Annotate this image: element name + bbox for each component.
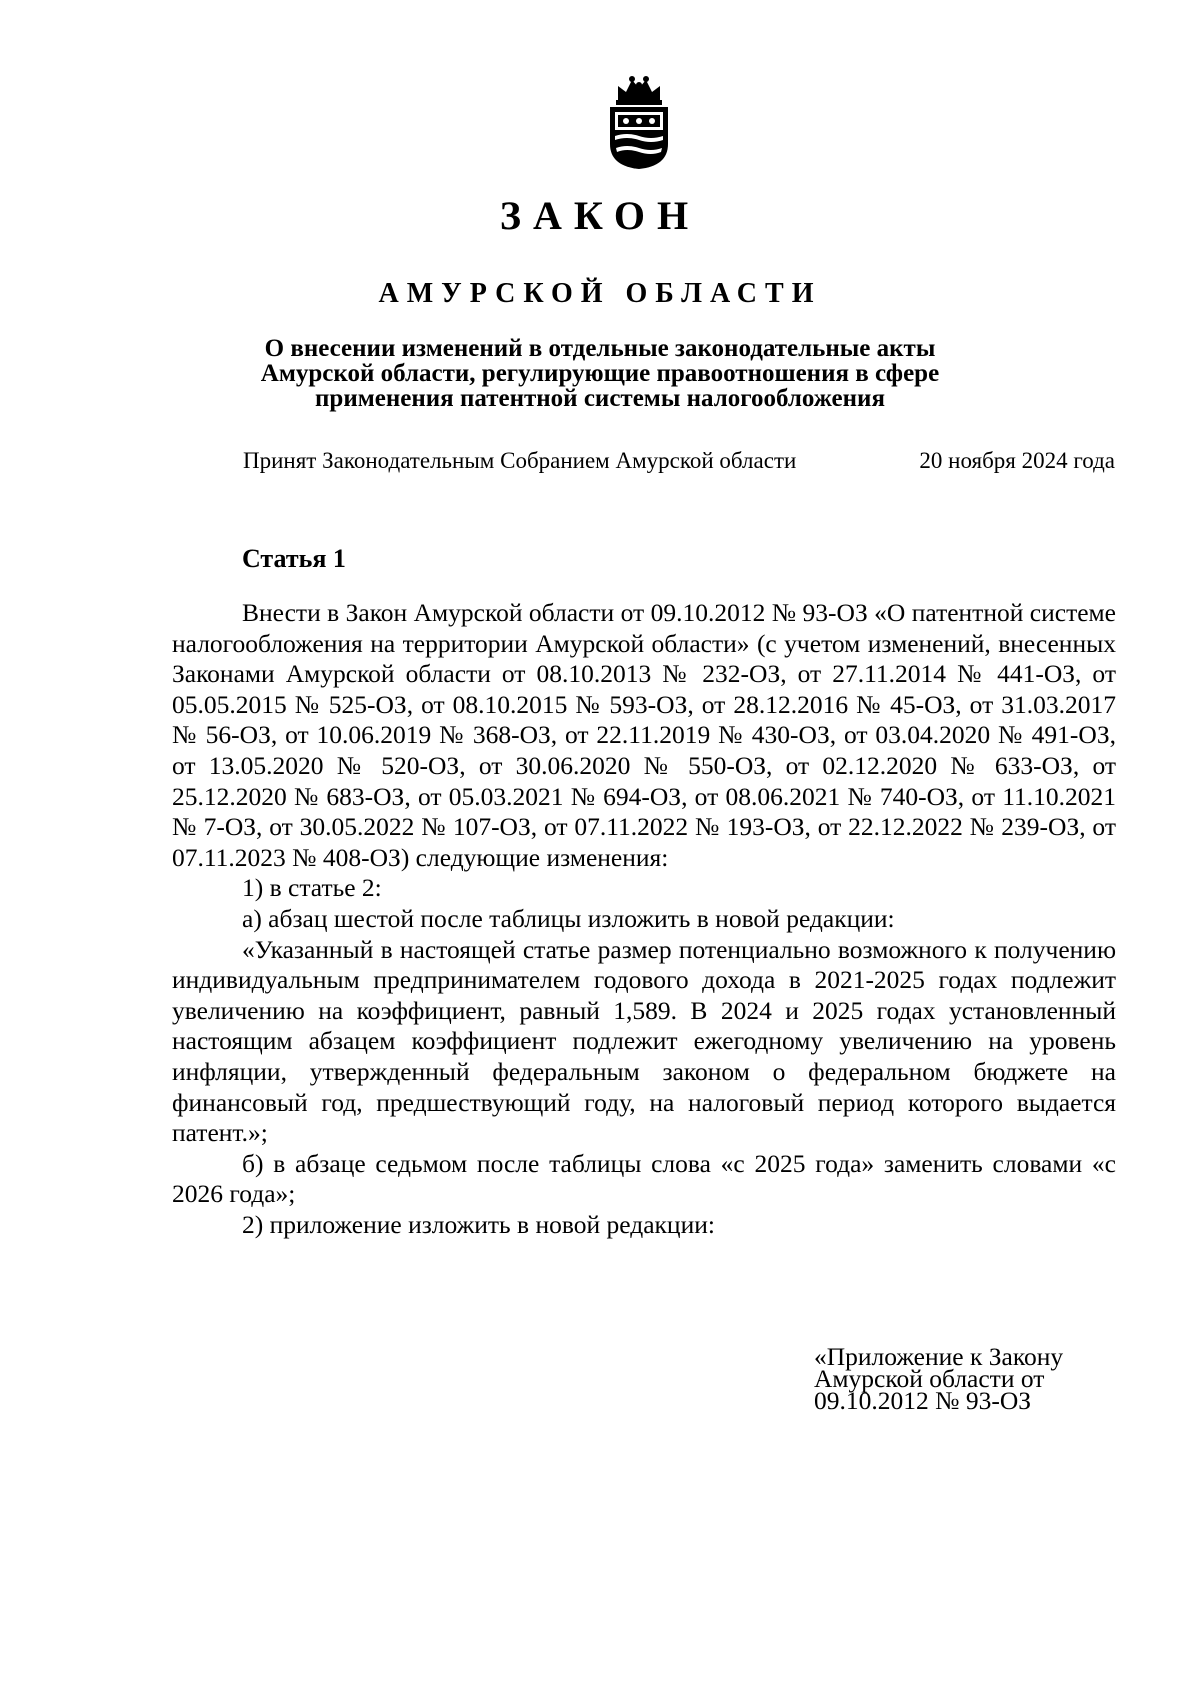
subject-line: Амурской области, регулирующие правоотношения в сфере [260, 360, 940, 387]
adoption-date: 20 ноября 2024 года [919, 448, 1115, 473]
paragraph: б) в абзаце седьмом после таблицы слова «с 2025 года» заменить словами «с 2026 года»; [172, 1148, 1116, 1209]
coat-of-arms-icon [604, 74, 674, 170]
appendix-line: 09.10.2012 № 93-ОЗ [814, 1386, 1032, 1415]
paragraph: а) абзац шестой после таблицы изложить в новой редакции: [242, 903, 895, 933]
appendix-line: Амурской области от [814, 1364, 1045, 1393]
article-heading: Статья 1 [242, 544, 346, 573]
paragraph: Внести в Закон Амурской области от 09.10.2012 № 93-ОЗ «О патентной системе налогообложения на территории Амурской области» (с учетом изменений, внесенных Законами Амурской области от 08.10.2013 № 232-ОЗ, от 27.11.2014 № 441-ОЗ, от 05.05.2015 № 525-ОЗ, от 08.10.2015 № 593-ОЗ, от 28.12.2016 № 45-ОЗ, от 31.03.2017 № 56-ОЗ, от 10.06.2019 № 368-ОЗ, от 22.11.2019 № 430-ОЗ, от 03.04.2020 № 491-ОЗ, от 13.05.2020 № 520-ОЗ, от 30.06.2020 № 550-ОЗ, от 02.12.2020 № 633-ОЗ, от 25.12.2020 № 683-ОЗ, от 05.03.2021 № 694-ОЗ, от 08.06.2021 № 740-ОЗ, от 11.10.2021 № 7-ОЗ, от 30.05.2022 № 107-ОЗ, от 07.11.2022 № 193-ОЗ, от 22.12.2022 № 239-ОЗ, от 07.11.2023 № 408-ОЗ) следующие изменения: [172, 598, 1116, 872]
appendix-line: «Приложение к Закону [814, 1342, 1064, 1371]
paragraph: 2) приложение изложить в новой редакции: [242, 1209, 715, 1239]
adoption-line [243, 446, 1115, 476]
paragraph: «Указанный в настоящей статье размер потенциально возможного к получению индивидуальным предпринимателем годового дохода в 2021-2025 годах подлежит увеличению на коэффициент, равный 1,589. В 2024 и 2025 годах установленный настоящим абзацем коэффициент подлежит ежегодному увеличению на уровень инфляции, утвержденный федеральным законом о федеральном бюджете на финансовый год, предшествующий году, на налоговый период которого выдается патент.»; [172, 934, 1116, 1148]
subject-line: применения патентной системы налогообложения [315, 385, 885, 412]
paragraph: 1) в статье 2: [242, 873, 382, 903]
law-subject [180, 336, 1020, 411]
document-title: ЗАКОН [499, 193, 701, 238]
appendix-reference [814, 1342, 1114, 1415]
subject-line: О внесении изменений в отдельные законодательные акты [264, 335, 936, 362]
article-body [172, 598, 1116, 1240]
region-title: АМУРСКОЙ ОБЛАСТИ [378, 278, 822, 309]
adopted-by: Принят Законодательным Собранием Амурской области [243, 448, 797, 473]
